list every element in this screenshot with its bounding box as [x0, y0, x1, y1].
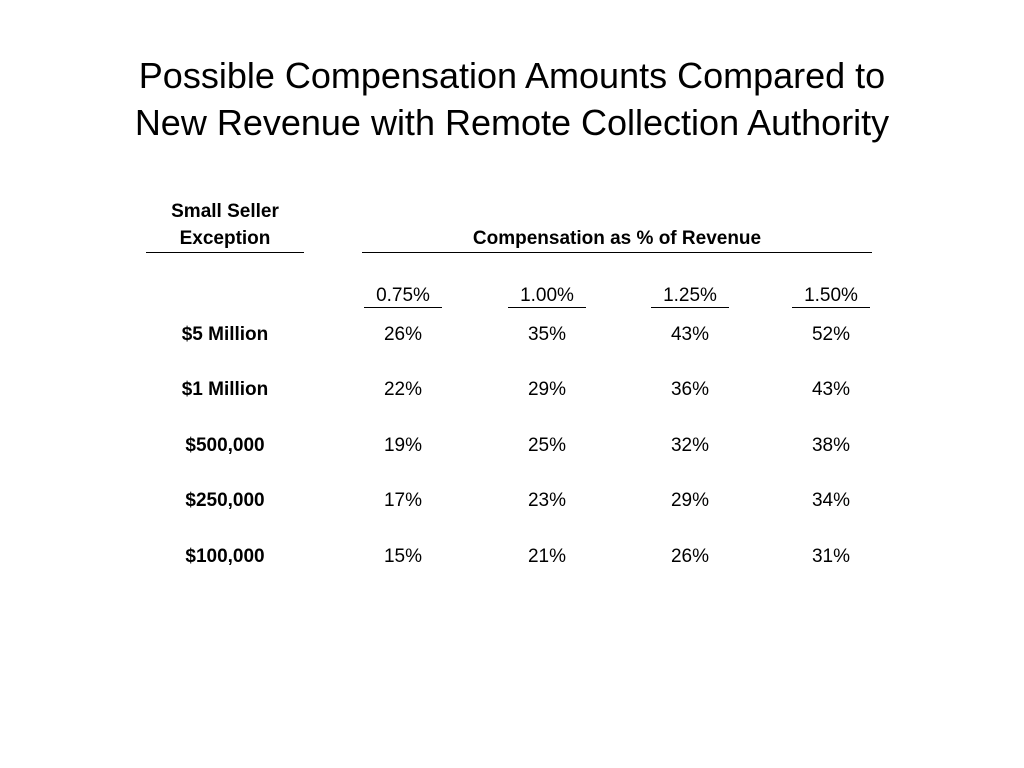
- column-header: 1.50%: [804, 285, 858, 306]
- row-label: $1 Million: [181, 379, 269, 400]
- table-cell: 29%: [527, 379, 567, 400]
- table-cell: 25%: [527, 435, 567, 456]
- table-cell: 35%: [527, 324, 567, 345]
- column-header: 1.25%: [663, 285, 717, 306]
- table-cell: 38%: [811, 435, 851, 456]
- column-header: 0.75%: [376, 285, 430, 306]
- column-header-underline: [508, 307, 586, 308]
- row-label: $500,000: [185, 435, 265, 456]
- table-cell: 43%: [811, 379, 851, 400]
- column-header-underline: [364, 307, 442, 308]
- table-cell: 26%: [670, 546, 710, 567]
- table-cell: 17%: [383, 490, 423, 511]
- row-header-line-2: Exception: [179, 228, 271, 249]
- table-cell: 23%: [527, 490, 567, 511]
- table-cell: 22%: [383, 379, 423, 400]
- table-cell: 43%: [670, 324, 710, 345]
- group-header-underline: [362, 252, 872, 253]
- row-label: $5 Million: [181, 324, 269, 345]
- row-header: [146, 198, 304, 252]
- slide-title: [0, 52, 1024, 146]
- column-header-underline: [792, 307, 870, 308]
- table-cell: 29%: [670, 490, 710, 511]
- row-label: $250,000: [185, 490, 265, 511]
- row-header-underline: [146, 252, 304, 253]
- column-header: 1.00%: [520, 285, 574, 306]
- table-cell: 19%: [383, 435, 423, 456]
- group-header: Compensation as % of Revenue: [472, 228, 762, 249]
- table-cell: 32%: [670, 435, 710, 456]
- table-cell: 21%: [527, 546, 567, 567]
- table-cell: 31%: [811, 546, 851, 567]
- row-header-line-1: Small Seller: [171, 201, 279, 222]
- table-cell: 34%: [811, 490, 851, 511]
- row-label: $100,000: [185, 546, 265, 567]
- column-header-underline: [651, 307, 729, 308]
- table-cell: 36%: [670, 379, 710, 400]
- table-cell: 15%: [383, 546, 423, 567]
- slide-title-line-2: New Revenue with Remote Collection Authority: [134, 102, 890, 143]
- slide-title-line-1: Possible Compensation Amounts Compared to: [138, 55, 886, 96]
- table-cell: 52%: [811, 324, 851, 345]
- table-cell: 26%: [383, 324, 423, 345]
